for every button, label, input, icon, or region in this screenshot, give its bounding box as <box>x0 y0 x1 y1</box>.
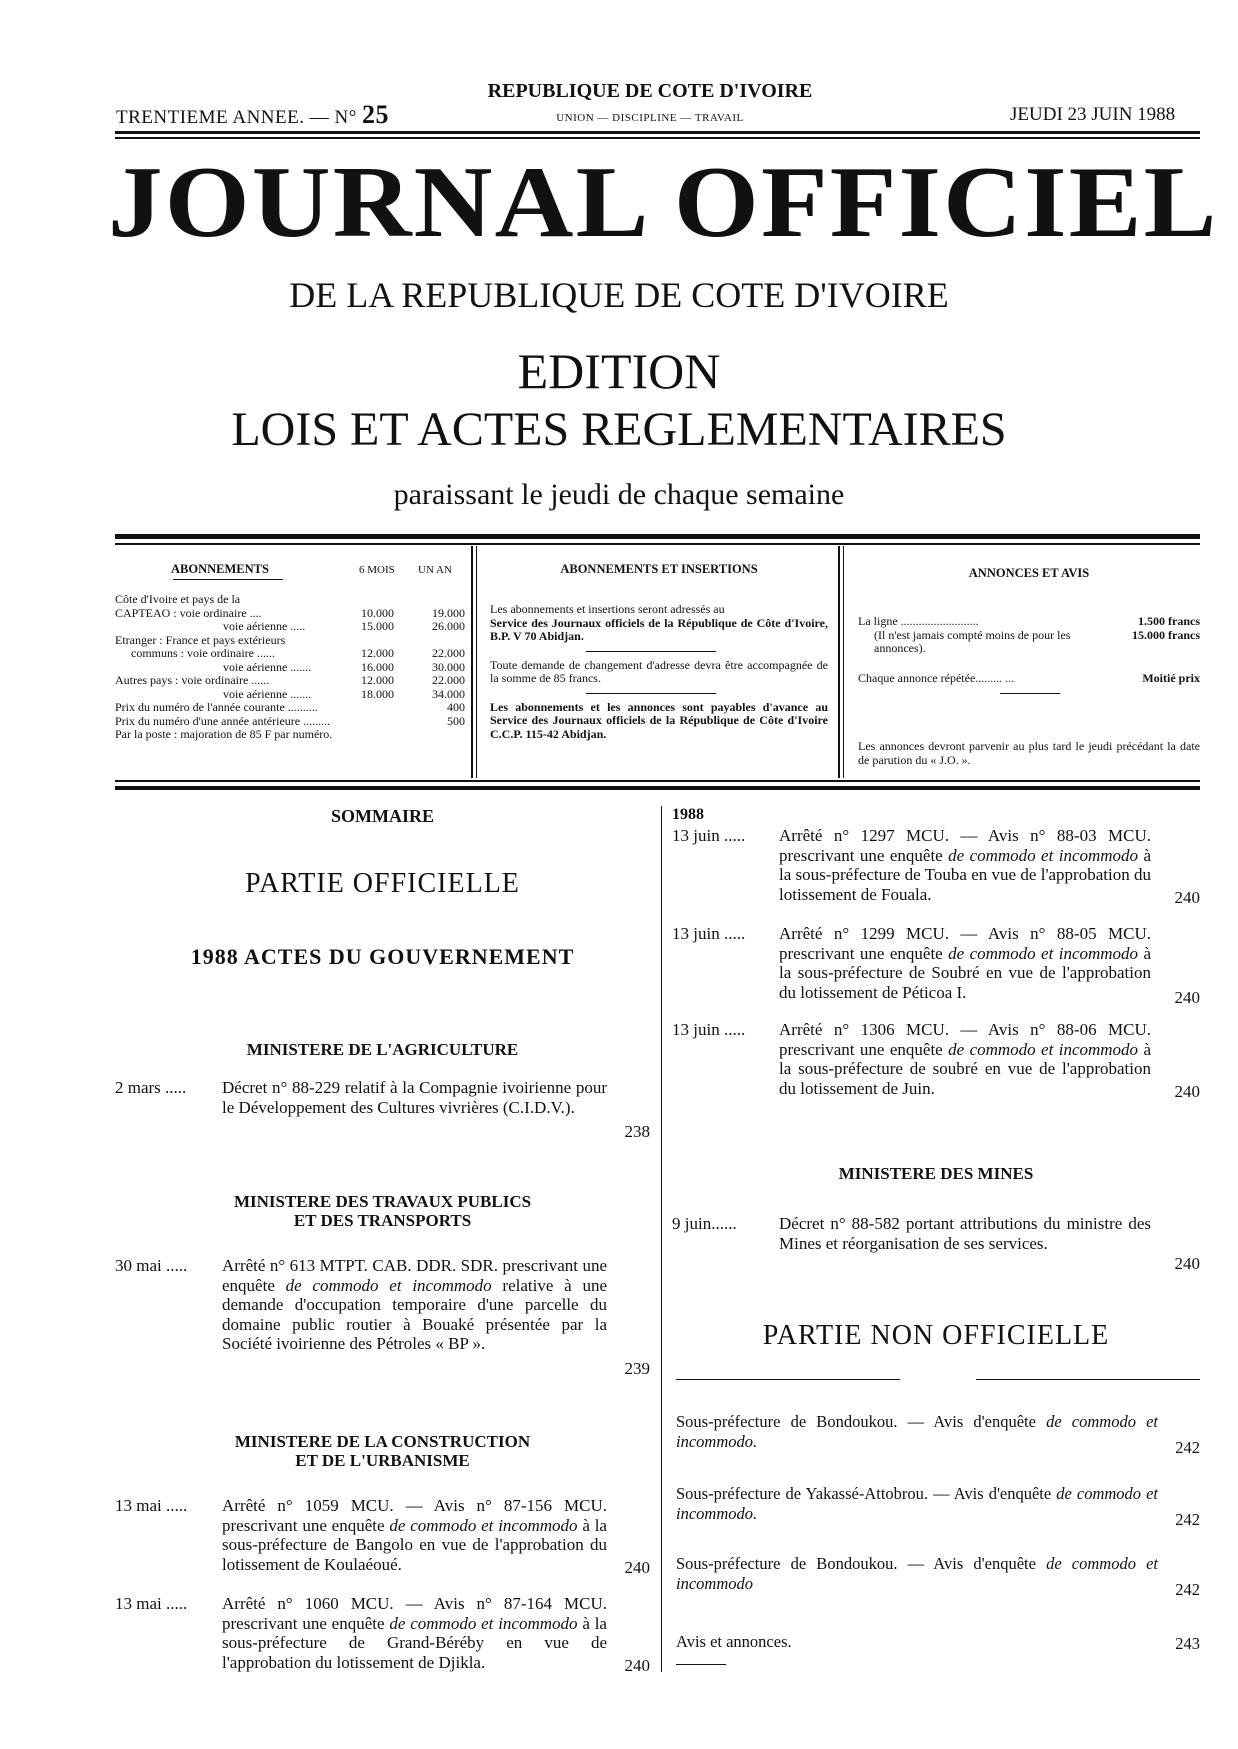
rate-6mois: 12.000 <box>361 673 394 687</box>
entry-text-italic: de commodo et incommodo <box>389 1613 578 1633</box>
annonces-panel <box>858 566 1200 767</box>
rate-row <box>115 592 465 606</box>
rate-row <box>115 700 465 714</box>
rate-row <box>115 660 465 674</box>
entry-text-part: à la sous-préfecture de Bangolo en vue de l'approbation du lotissement de Koulaéoué. <box>222 1515 607 1574</box>
entry-text-italic: de commodo et incommodo <box>389 1515 578 1535</box>
ligne-note: (Il n'est jamais compté moins de pour les annonces). <box>874 627 1071 655</box>
rate-unan: 400 <box>447 700 465 714</box>
rate-6mois: 12.000 <box>361 646 394 660</box>
entry-page: 242 <box>1175 1438 1200 1457</box>
list-item <box>672 924 1200 1014</box>
rate-row <box>115 619 465 633</box>
entry-page: 240 <box>1174 1254 1200 1273</box>
rate-label: communs : voie ordinaire ...... <box>131 646 275 660</box>
box-bottom-rule <box>115 780 1200 782</box>
header-rule-thin <box>115 137 1200 139</box>
annonces-deadline: Les annonces devront parvenir au plus tard le jeudi précédant la date de parution du « J.O. ». <box>858 739 1200 767</box>
rate-6mois: 15.000 <box>361 619 394 633</box>
rate-6mois: 18.000 <box>361 686 394 701</box>
rate-6mois: 10.000 <box>361 605 394 620</box>
entry-text <box>779 1020 1151 1098</box>
entry-text-part: relative à une demande d'occupation temporaire d'une parcelle du domaine public routier à Bouaké présentée par la Société ivoirienne des Pétroles « BP ». <box>222 1275 607 1353</box>
divider <box>976 1379 1200 1380</box>
partie-non-officielle-heading: PARTIE NON OFFICIELLE <box>762 1320 1110 1351</box>
rate-row <box>115 714 465 728</box>
entry-text-italic: de commodo et incommodo. <box>676 1412 1158 1451</box>
masthead-rule <box>115 534 1200 539</box>
repete-label: Chaque annonce répétée......... ... <box>858 670 1015 685</box>
entry-page: 240 <box>624 1558 650 1577</box>
entry-text-italic: de commodo et incommodo <box>948 1039 1139 1059</box>
rate-label: Etranger : France et pays extérieurs <box>115 632 286 647</box>
ligne-price: 1.500 francs <box>1138 614 1200 628</box>
entry-text-part: à la sous-préfecture de soubré en vue de l'approbation du lotissement de Juin. <box>779 1039 1151 1098</box>
entry-page: 240 <box>1174 888 1200 907</box>
rate-unan: 34.000 <box>432 686 465 701</box>
entry-text <box>779 826 1151 904</box>
entry-text-part: Arrêté n° 1060 MCU. — Avis n° 87-164 MCU. prescrivant une enquête <box>222 1594 607 1633</box>
list-item <box>115 1078 650 1141</box>
journal-title: JOURNAL OFFICIEL <box>108 146 1219 259</box>
masthead-rule-thin <box>115 543 1200 545</box>
rate-unan: 26.000 <box>432 619 465 633</box>
insertions-panel <box>490 562 828 741</box>
sommaire-title: SOMMAIRE <box>331 806 434 826</box>
insertions-address: Service des Journaux officiels de la République de Côte d'Ivoire, B.P. V 70 Abidjan. <box>490 615 828 643</box>
col-6mois-header: 6 MOIS <box>359 564 395 576</box>
divider <box>676 1664 726 1665</box>
insertions-address-intro: Les abonnements et insertions seront adressés au <box>490 602 725 616</box>
divider <box>1000 693 1060 694</box>
entry-text: Décret n° 88-582 portant attributions du ministre des Mines et réorganisation de ses services. <box>779 1214 1151 1253</box>
rate-label: Autres pays : voie ordinaire ...... <box>115 673 270 687</box>
publication-frequency: paraissant le jeudi de chaque semaine <box>393 478 845 511</box>
entry-page: 240 <box>1174 1082 1200 1101</box>
rate-unan: 22.000 <box>432 673 465 687</box>
issue-date: JEUDI 23 JUIN 1988 <box>1010 104 1176 125</box>
entry-date: 13 juin ..... <box>672 826 746 845</box>
edition-name: LOIS ET ACTES REGLEMENTAIRES <box>231 403 1007 456</box>
entry-text <box>222 1594 607 1672</box>
divider <box>586 651 716 652</box>
subscription-rates <box>115 592 465 741</box>
national-motto: UNION — DISCIPLINE — TRAVAIL <box>556 112 744 124</box>
entry-date: 30 mai ..... <box>115 1256 188 1275</box>
entry-page: 242 <box>1175 1510 1200 1529</box>
box-divider-1 <box>471 546 473 778</box>
ligne-label: La ligne .......................... <box>858 614 979 628</box>
list-item <box>115 1256 650 1386</box>
rate-row <box>115 633 465 647</box>
ministry-agriculture-heading: MINISTERE DE L'AGRICULTURE <box>246 1040 519 1059</box>
rate-unan: 22.000 <box>432 646 465 660</box>
entry-text-part: à la sous-préfecture de Touba en vue de l'approbation du lotissement de Fouala. <box>779 845 1151 904</box>
payment-note: Les abonnements et les annonces sont payables d'avance au Service des Journaux officiels de la République de Côte d'Ivoire C.C.P. 115-42 Abidjan. <box>490 699 828 741</box>
ministry-mines-heading: MINISTERE DES MINES <box>838 1164 1034 1183</box>
entry-page: 239 <box>624 1359 650 1378</box>
rate-row <box>115 727 465 741</box>
insertions-heading: ABONNEMENTS ET INSERTIONS <box>560 562 758 576</box>
actes-heading: 1988 ACTES DU GOUVERNEMENT <box>190 944 575 969</box>
rate-6mois: 16.000 <box>361 659 394 674</box>
ministry-name-line: MINISTERE DE LA CONSTRUCTION <box>234 1432 531 1451</box>
entry-page: 240 <box>624 1656 650 1675</box>
list-item <box>672 826 1200 916</box>
year-label: TRENTIEME ANNEE. — N° <box>116 107 357 128</box>
rate-label: Prix du numéro d'une année antérieure ......... <box>115 713 331 728</box>
entry-text-part: Arrêté n° 1297 MCU. — Avis n° 88-03 MCU. prescrivant une enquête <box>779 826 1151 865</box>
list-item <box>115 1496 650 1580</box>
entry-text <box>222 1256 607 1354</box>
rate-label: CAPTEAO : voie ordinaire .... <box>115 605 262 620</box>
divider <box>676 1379 900 1380</box>
entry-text <box>222 1496 607 1574</box>
issue-number: 25 <box>362 100 390 129</box>
entry-date: 13 mai ..... <box>115 1496 188 1515</box>
header-rule <box>115 131 1200 134</box>
entry-text-part: Sous-préfecture de Bondoukou. — Avis d'enquête <box>676 1554 1047 1573</box>
rate-unan: 500 <box>447 713 465 728</box>
divider <box>586 693 716 694</box>
entry-text-italic: de commodo et incommodo <box>948 943 1139 963</box>
subscriptions-heading-underline <box>173 579 283 580</box>
republic-name: REPUBLIQUE DE COTE D'IVOIRE <box>487 80 813 102</box>
rate-row <box>115 687 465 701</box>
entry-text-part: Arrêté n° 1306 MCU. — Avis n° 88-06 MCU. prescrivant une enquête <box>779 1020 1151 1059</box>
rate-label: voie aérienne ..... <box>223 619 306 633</box>
entry-text: Avis et annonces. <box>676 1632 792 1651</box>
entry-text-part: Arrêté n° 1059 MCU. — Avis n° 87-156 MCU. prescrivant une enquête <box>222 1496 607 1535</box>
rate-label: Côte d'Ivoire et pays de la <box>115 592 241 606</box>
entry-date: 9 juin...... <box>672 1214 737 1233</box>
list-item <box>676 1484 1200 1530</box>
entry-text-part: Arrêté n° 613 MTPT. CAB. DDR. SDR. prescrivant une enquête <box>222 1256 607 1295</box>
address-change-note: Toute demande de changement d'adresse devra être accompagnée de la somme de 85 francs. <box>490 657 828 685</box>
rate-label: Prix du numéro de l'année courante .......... <box>115 700 318 714</box>
ministry-name-line: MINISTERE DES TRAVAUX PUBLICS <box>233 1192 532 1211</box>
ministry-name-line: ET DES TRANSPORTS <box>293 1211 472 1230</box>
box-divider-2 <box>838 546 840 778</box>
entry-text-italic: de commodo et incommodo <box>285 1275 492 1295</box>
entry-text-part: à la sous-préfecture de Grand-Béréby en vue de l'approbation du lotissement de Djikla. <box>222 1613 607 1672</box>
subscriptions-heading: ABONNEMENTS <box>171 562 269 576</box>
list-item <box>672 1020 1200 1110</box>
journal-subtitle: DE LA REPUBLIQUE DE COTE D'IVOIRE <box>289 275 949 315</box>
rate-label: voie aérienne ....... <box>223 659 312 674</box>
entry-text <box>676 1412 1158 1452</box>
entry-text-italic: de commodo et incommodo <box>948 845 1139 865</box>
entry-text-part: à la sous-préfecture de Soubré en vue de l'approbation du lotissement de Péticoa I. <box>779 943 1151 1002</box>
rate-unan: 19.000 <box>432 605 465 620</box>
list-item <box>115 1594 650 1678</box>
entry-page: 238 <box>624 1122 650 1141</box>
partie-officielle-heading: PARTIE OFFICIELLE <box>245 868 520 899</box>
column-divider <box>661 806 662 1672</box>
entry-text-part: Sous-préfecture de Yakassé-Attobrou. — Avis d'enquête <box>676 1484 1057 1503</box>
entry-text-part: Sous-préfecture de Bondoukou. — Avis d'enquête <box>676 1412 1047 1431</box>
list-item <box>676 1412 1200 1458</box>
rate-label: Par la poste : majoration de 85 F par numéro. <box>115 727 333 741</box>
box-bottom-rule-thick <box>115 786 1200 790</box>
entry-date: 2 mars ..... <box>115 1078 187 1097</box>
entry-text: Décret n° 88-229 relatif à la Compagnie ivoirienne pour le Développement des Cultures vivrières (C.I.D.V.). <box>222 1078 607 1117</box>
rate-row <box>115 673 465 687</box>
repete-price: Moitié prix <box>1142 670 1200 685</box>
edition-label: EDITION <box>517 343 721 399</box>
entry-text <box>676 1554 1158 1594</box>
entry-page: 240 <box>1174 988 1200 1007</box>
rate-row <box>115 606 465 620</box>
box-divider-2b <box>843 546 844 778</box>
entry-date: 13 juin ..... <box>672 1020 746 1039</box>
entry-text <box>676 1484 1158 1524</box>
entry-page: 243 <box>1175 1634 1200 1653</box>
rate-unan: 30.000 <box>432 659 465 674</box>
box-divider-1b <box>476 546 477 778</box>
entry-date: 13 juin ..... <box>672 924 746 943</box>
list-item <box>676 1632 1200 1656</box>
list-item <box>672 1214 1200 1274</box>
annonces-heading: ANNONCES ET AVIS <box>968 566 1090 580</box>
subscriptions-panel <box>115 562 465 741</box>
issue-label <box>116 100 389 130</box>
entry-page: 242 <box>1175 1580 1200 1599</box>
right-year: 1988 <box>672 806 704 823</box>
ministry-construction-heading <box>115 1432 650 1470</box>
entry-text <box>779 924 1151 1002</box>
entry-date: 13 mai ..... <box>115 1594 188 1613</box>
ministry-name-line: ET DE L'URBANISME <box>295 1451 470 1470</box>
entry-text-italic: de commodo et incommodo <box>676 1554 1158 1593</box>
ministry-travaux-heading <box>115 1192 650 1230</box>
list-item <box>676 1554 1200 1600</box>
rate-label: voie aérienne ....... <box>223 686 312 701</box>
ligne-min: 15.000 francs <box>1132 627 1200 642</box>
rate-row <box>115 646 465 660</box>
entry-text-italic: de commodo et incommodo. <box>676 1484 1158 1523</box>
entry-text-part: Arrêté n° 1299 MCU. — Avis n° 88-05 MCU. prescrivant une enquête <box>779 924 1151 963</box>
col-unan-header: UN AN <box>418 564 452 576</box>
